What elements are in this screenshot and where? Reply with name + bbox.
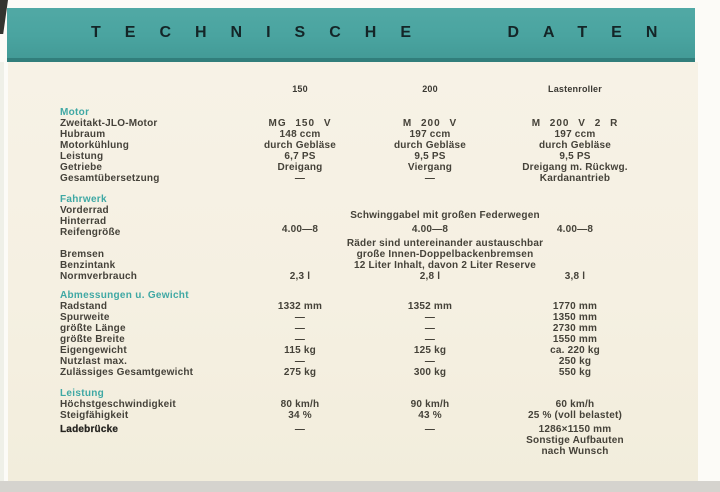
cell-value: 43 % bbox=[418, 410, 442, 421]
table-row-wheels-note bbox=[60, 238, 650, 249]
table-row-track bbox=[60, 312, 650, 323]
cell-value: — bbox=[424, 424, 436, 435]
row-label bbox=[60, 238, 240, 249]
cell-value: — bbox=[424, 323, 436, 334]
cell-value-multiline bbox=[500, 424, 650, 457]
cell-value: M 200 V bbox=[402, 118, 458, 129]
cell-value: 60 km/h bbox=[555, 399, 595, 410]
cell-value: 4.00—8 bbox=[411, 224, 449, 235]
row-label: Normverbrauch bbox=[60, 271, 138, 282]
cell-value: 9,5 PS bbox=[559, 151, 591, 162]
row-label: Steigfähigkeit bbox=[60, 410, 129, 421]
row-label: Eigengewicht bbox=[60, 345, 127, 356]
cell-value: — bbox=[294, 424, 306, 435]
row-label: Hubraum bbox=[60, 129, 106, 140]
cell-value: — bbox=[294, 356, 306, 367]
column-header-spacer bbox=[60, 84, 240, 95]
cell-value: 1550 mm bbox=[552, 334, 598, 345]
title-bar bbox=[7, 8, 695, 62]
cell-value: 197 ccm bbox=[554, 129, 596, 140]
section-heading-leistung: Leistung bbox=[60, 388, 105, 399]
table-row-max-width bbox=[60, 334, 650, 345]
cell-value: 550 kg bbox=[558, 367, 592, 378]
cell-value: M 200 V 2 R bbox=[531, 118, 619, 129]
cell-line: 1286×1150 mm bbox=[538, 424, 612, 435]
cell-value: 148 ccm bbox=[279, 129, 321, 140]
cell-value: 275 kg bbox=[283, 367, 317, 378]
row-label: Ladebrücke bbox=[60, 424, 119, 435]
table-row-brakes bbox=[60, 249, 650, 260]
row-label: Spurweite bbox=[60, 312, 110, 323]
cell-value: — bbox=[424, 173, 436, 184]
cell-value: 1332 mm bbox=[277, 301, 323, 312]
cell-value: durch Gebläse bbox=[263, 140, 337, 151]
cell-value: — bbox=[294, 323, 306, 334]
cell-value: 90 km/h bbox=[410, 399, 450, 410]
column-header-150: 150 bbox=[292, 84, 308, 94]
row-label: Reifengröße bbox=[60, 227, 121, 238]
row-label: größte Länge bbox=[60, 323, 126, 334]
cell-value: 3,8 l bbox=[564, 271, 586, 282]
cell-value: 125 kg bbox=[413, 345, 447, 356]
table-row-wheelbase bbox=[60, 301, 650, 312]
cell-value: 34 % bbox=[288, 410, 312, 421]
cell-line: nach Wunsch bbox=[541, 446, 609, 457]
cell-value: — bbox=[424, 312, 436, 323]
cell-value: Kardanantrieb bbox=[539, 173, 611, 184]
row-label: Höchstgeschwindigkeit bbox=[60, 399, 176, 410]
table-row-payload bbox=[60, 356, 650, 367]
cell-value: Dreigang bbox=[277, 162, 323, 173]
table-row-power bbox=[60, 151, 650, 162]
section-heading-motor: Motor bbox=[60, 107, 90, 118]
cell-value: — bbox=[424, 334, 436, 345]
cell-value: MG 150 V bbox=[268, 118, 332, 129]
cell-span-value: große Innen-Doppelbackenbremsen bbox=[356, 249, 534, 260]
cell-value: 80 km/h bbox=[280, 399, 320, 410]
cell-value: 6,7 PS bbox=[284, 151, 316, 162]
column-header-200: 200 bbox=[422, 84, 438, 94]
cell-value: 1770 mm bbox=[552, 301, 598, 312]
row-label: Getriebe bbox=[60, 162, 103, 173]
cell-value: durch Gebläse bbox=[538, 140, 612, 151]
row-label: Bremsen bbox=[60, 249, 105, 260]
row-label: Radstand bbox=[60, 301, 108, 312]
table-row-front-wheel bbox=[60, 205, 650, 221]
page-title: TECHNISCHE DATEN bbox=[91, 24, 682, 41]
table-row-gross-weight bbox=[60, 367, 650, 378]
cell-span-value: Räder sind untereinander austauschbar bbox=[346, 238, 544, 249]
table-row-tire-size bbox=[60, 224, 650, 238]
scan-bottom-edge bbox=[0, 481, 720, 492]
cell-value: Viergang bbox=[407, 162, 453, 173]
row-label: Leistung bbox=[60, 151, 104, 162]
cell-value: — bbox=[424, 356, 436, 367]
section-heading-fahrwerk: Fahrwerk bbox=[60, 194, 107, 205]
cell-value: 197 ccm bbox=[409, 129, 451, 140]
table-row-ratio bbox=[60, 173, 650, 184]
row-label: Benzintank bbox=[60, 260, 116, 271]
column-header-lastenroller: Lastenroller bbox=[548, 84, 602, 94]
cell-value: — bbox=[294, 334, 306, 345]
section-heading-abmessungen: Abmessungen u. Gewicht bbox=[60, 290, 189, 301]
table-row-top-speed bbox=[60, 399, 650, 410]
cell-span-value: 12 Liter Inhalt, davon 2 Liter Reserve bbox=[353, 260, 537, 271]
scan-left-edge bbox=[0, 62, 4, 481]
table-row-engine bbox=[60, 118, 650, 129]
cell-value: 300 kg bbox=[413, 367, 447, 378]
cell-value: 25 % (voll belastet) bbox=[527, 410, 623, 421]
table-row-cooling bbox=[60, 140, 650, 151]
table-row-consumption bbox=[60, 271, 650, 282]
cell-value: durch Gebläse bbox=[393, 140, 467, 151]
column-header-row bbox=[60, 84, 650, 95]
cell-value: 115 kg bbox=[284, 345, 316, 356]
cell-value: 2,8 l bbox=[419, 271, 441, 282]
cell-value: 250 kg bbox=[558, 356, 592, 367]
cell-span-value: Schwinggabel mit großen Federwegen bbox=[350, 210, 540, 221]
row-label: Vorderrad bbox=[60, 205, 109, 216]
row-label: Motorkühlung bbox=[60, 140, 130, 151]
row-label: Zulässiges Gesamtgewicht bbox=[60, 367, 194, 378]
row-label: Gesamtübersetzung bbox=[60, 173, 160, 184]
table-row-gradeability bbox=[60, 410, 650, 421]
row-label: Nutzlast max. bbox=[60, 356, 128, 367]
cell-value: 1352 mm bbox=[407, 301, 453, 312]
row-label: größte Breite bbox=[60, 334, 125, 345]
table-row-max-length bbox=[60, 323, 650, 334]
cell-value: 4.00—8 bbox=[556, 224, 594, 235]
table-row-load-platform bbox=[60, 424, 650, 457]
cell-value: — bbox=[294, 312, 306, 323]
cell-line: Sonstige Aufbauten bbox=[526, 435, 624, 446]
cell-value: 4.00—8 bbox=[281, 224, 319, 235]
cell-value: — bbox=[294, 173, 306, 184]
row-label: Zweitakt-JLO-Motor bbox=[60, 118, 158, 129]
cell-value: ca. 220 kg bbox=[550, 345, 600, 356]
table-row-fuel-tank bbox=[60, 260, 650, 271]
table-row-displacement bbox=[60, 129, 650, 140]
spec-table bbox=[60, 84, 650, 457]
cell-value: 9,5 PS bbox=[414, 151, 446, 162]
cell-value: 2,3 l bbox=[289, 271, 311, 282]
table-row-gearbox bbox=[60, 162, 650, 173]
row-label: Hinterrad bbox=[60, 216, 107, 227]
table-row-empty-weight bbox=[60, 345, 650, 356]
cell-value: 2730 mm bbox=[552, 323, 598, 334]
cell-value: 1350 mm bbox=[552, 312, 598, 323]
cell-value: Dreigang m. Rückwg. bbox=[522, 162, 628, 173]
